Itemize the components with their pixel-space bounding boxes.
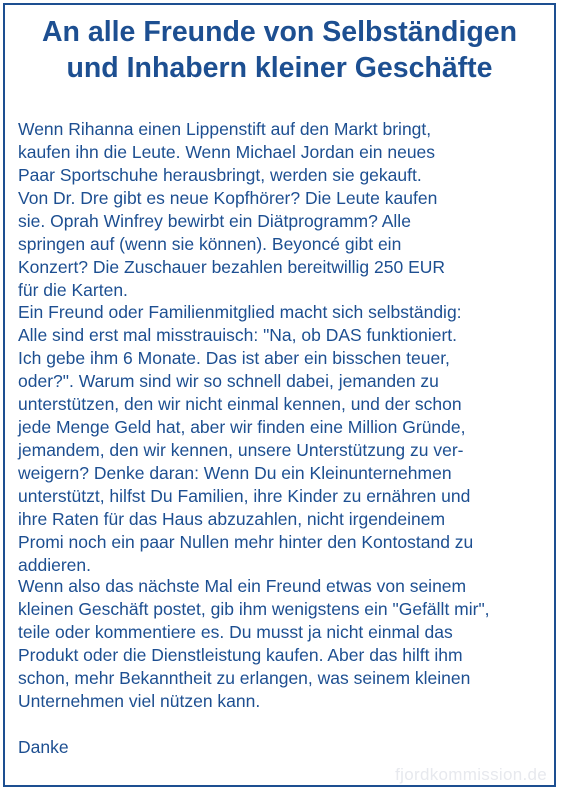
text-line: Produkt oder die Dienstleistung kaufen. Aber das hilft ihm	[18, 645, 463, 665]
text-line: teile oder kommentiere es. Du musst ja nicht einmal das	[18, 622, 453, 642]
page-title	[3, 14, 556, 86]
text-line: kaufen ihn die Leute. Wenn Michael Jordan ein neues	[18, 142, 436, 162]
text-line: jede Menge Geld hat, aber wir finden eine Million Gründe,	[18, 417, 466, 437]
watermark: fjordkommission.de	[395, 765, 547, 784]
text-line: Von Dr. Dre gibt es neue Kopfhörer? Die Leute kaufen	[18, 188, 438, 208]
text-line: Wenn also das nächste Mal ein Freund etwas von seinem	[18, 576, 467, 596]
text-line: weigern? Denke daran: Wenn Du ein Kleinunternehmen	[18, 463, 452, 483]
text-line: jemandem, den wir kennen, unsere Unterstützung zu ver-	[18, 440, 464, 460]
text-line: springen auf (wenn sie können). Beyoncé gibt ein	[18, 234, 402, 254]
text-line: Danke	[18, 737, 69, 757]
text-line: kleinen Geschäft postet, gib ihm wenigstens ein "Gefällt mir",	[18, 599, 490, 619]
text-line: Ein Freund oder Familienmitglied macht sich selbständig:	[18, 302, 462, 322]
paragraph-thanks	[18, 736, 69, 759]
text-line: unterstützt, hilfst Du Familien, ihre Kinder zu ernähren und	[18, 486, 471, 506]
text-line: ihre Raten für das Haus abzuzahlen, nicht irgendeinem	[18, 509, 446, 529]
text-line: unterstützen, den wir nicht einmal kennen, und der schon	[18, 394, 462, 414]
paragraph-celebrities	[18, 118, 445, 302]
text-line: Ich gebe ihm 6 Monate. Das ist aber ein bisschen teuer,	[18, 348, 450, 368]
text-line: für die Karten.	[18, 280, 128, 300]
text-line: schon, mehr Bekanntheit zu erlangen, was seinem kleinen	[18, 668, 471, 688]
title-line-1: An alle Freunde von Selbständigen	[41, 16, 518, 48]
text-line: Paar Sportschuhe herausbringt, werden sie gekauft.	[18, 165, 422, 185]
text-line: Wenn Rihanna einen Lippenstift auf den Markt bringt,	[18, 119, 432, 139]
text-line: sie. Oprah Winfrey bewirbt ein Diätprogramm? Alle	[18, 211, 411, 231]
title-line-2: und Inhabern kleiner Geschäfte	[66, 52, 493, 84]
paragraph-friends	[18, 301, 473, 577]
text-line: Unternehmen viel nützen kann.	[18, 691, 261, 711]
text-line: addieren.	[18, 555, 91, 575]
text-line: oder?". Warum sind wir so schnell dabei, jemanden zu	[18, 371, 439, 391]
text-line: Alle sind erst mal misstrauisch: "Na, ob DAS funktioniert.	[18, 325, 458, 345]
text-line: Promi noch ein paar Nullen mehr hinter den Kontostand zu	[18, 532, 474, 552]
paragraph-call-to-action	[18, 575, 490, 713]
text-line: Konzert? Die Zuschauer bezahlen bereitwillig 250 EUR	[18, 257, 446, 277]
